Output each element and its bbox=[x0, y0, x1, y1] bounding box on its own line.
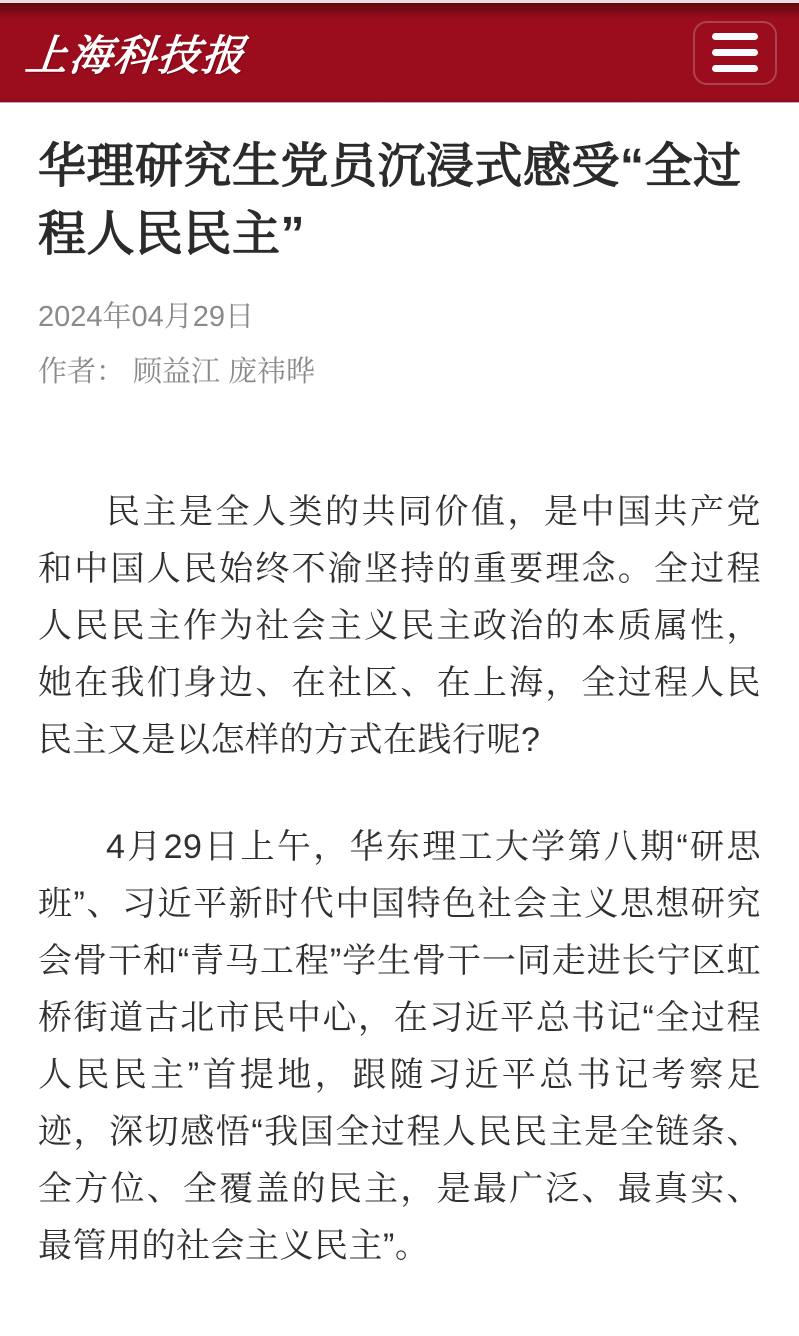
article bbox=[0, 133, 799, 1275]
site-logo[interactable]: 上海科技报 bbox=[23, 30, 249, 80]
paragraph: 4月29日上午，华东理工大学第八期“研思班”、习近平新时代中国特色社会主义思想研究会骨干和“青马工程”学生骨干一同走进长宁区虹桥街道古北市民中心，在习近平总书记“全过程人民民主”首提地，跟随习近平总书记考察足迹，深切感悟“我国全过程人民民主是全链条、全方位、全覆盖的民主，是最广泛、最真实、最管用的社会主义民主”。 bbox=[38, 828, 761, 1265]
article-body bbox=[38, 484, 761, 1275]
author-names: 顾益江 庞祎晔 bbox=[133, 356, 316, 388]
author-label: 作者： bbox=[38, 356, 126, 388]
menu-button[interactable] bbox=[693, 21, 777, 85]
hamburger-menu-icon bbox=[712, 49, 758, 56]
article-date: 2024年04月29日 bbox=[38, 301, 255, 333]
hamburger-menu-icon bbox=[712, 65, 758, 72]
paragraph: 民主是全人类的共同价值，是中国共产党和中国人民始终不渝坚持的重要理念。全过程人民民主作为社会主义民主政治的本质属性，她在我们身边、在社区、在上海，全过程人民民主又是以怎样的方式在践行呢? bbox=[38, 493, 761, 759]
site-header bbox=[0, 3, 799, 103]
article-author bbox=[38, 352, 761, 392]
article-title: 华理研究生党员沉浸式感受“全过程人民民主” bbox=[38, 140, 742, 261]
hamburger-menu-icon bbox=[712, 33, 758, 40]
